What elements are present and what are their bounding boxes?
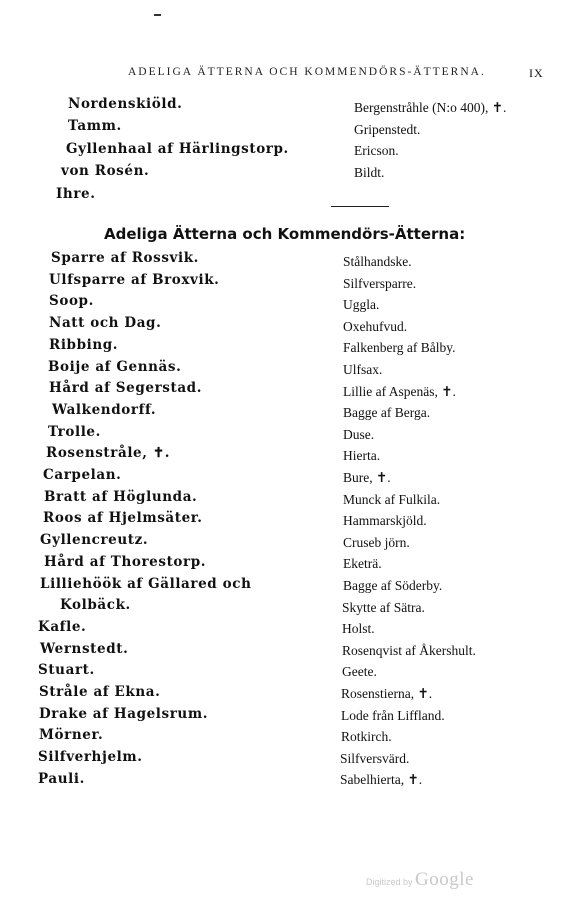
- noble-family-name: Lilliehöök af Gällared och: [40, 575, 252, 592]
- commander-family-name: Falkenberg af Bålby.: [343, 340, 456, 356]
- noble-family-name: Carpelan.: [43, 467, 122, 483]
- top-right-name: Gripenstedt.: [354, 121, 421, 137]
- noble-family-name: Roos af Hjelmsäter.: [43, 510, 203, 527]
- noble-family-name: Sparre af Rossvik.: [51, 250, 199, 266]
- commander-family-name: Oxehufvud.: [343, 318, 408, 334]
- commander-family-name: Munck af Fulkila.: [343, 491, 441, 507]
- noble-family-name: Walkendorff.: [52, 401, 157, 418]
- noble-family-name: Mörner.: [39, 727, 104, 744]
- running-header: ADELIGA ÄTTERNA OCH KOMMENDÖRS-ÄTTERNA.: [128, 66, 486, 78]
- top-left-name: Gyllenhaal af Härlingstorp.: [66, 140, 289, 157]
- watermark-prefix: Digitized by: [366, 877, 413, 887]
- top-left-name: Ihre.: [56, 185, 96, 202]
- commander-family-name: Lode från Liffland.: [341, 707, 445, 723]
- commander-family-name: Sabelhierta, ✝.: [340, 772, 423, 788]
- top-right-name: Bildt.: [354, 164, 385, 180]
- page-number: IX: [529, 66, 544, 80]
- commander-family-name: Bure, ✝.: [343, 470, 391, 485]
- noble-family-name: Silfverhjelm.: [38, 749, 143, 766]
- commander-family-name: Duse.: [343, 426, 375, 442]
- commander-family-name: Stålhandske.: [343, 254, 412, 269]
- noble-family-name: Wernstedt.: [40, 640, 129, 657]
- watermark-brand: Google: [415, 869, 474, 890]
- commander-family-name: Hierta.: [343, 448, 381, 464]
- commander-family-name: Eketrä.: [343, 556, 382, 572]
- commander-family-name: Bagge af Söderby.: [343, 578, 443, 593]
- google-watermark: [366, 869, 474, 891]
- noble-family-name: Kolbäck.: [60, 597, 131, 614]
- commander-family-name: Silfversparre.: [343, 275, 417, 291]
- commander-family-name: Rosenqvist af Åkershult.: [342, 642, 476, 658]
- noble-family-name: Ribbing.: [49, 336, 119, 353]
- noble-family-name: Pauli.: [38, 770, 85, 787]
- commander-family-name: Hammarskjöld.: [343, 513, 427, 529]
- noble-family-name: Drake af Hagelsrum.: [39, 705, 209, 722]
- noble-family-name: Kafle.: [38, 618, 87, 635]
- noble-family-name: Stuart.: [38, 662, 95, 679]
- noble-family-name: Trolle.: [48, 423, 101, 440]
- commander-family-name: Rosenstierna, ✝.: [341, 686, 433, 701]
- top-right-name: Ericson.: [354, 143, 399, 158]
- top-left-name: Nordenskiöld.: [68, 96, 183, 112]
- noble-family-name: Stråle af Ekna.: [39, 684, 161, 700]
- commander-family-name: Lillie af Aspenäs, ✝.: [343, 383, 456, 399]
- stray-mark: [154, 14, 161, 16]
- noble-family-name: Hård af Thorestorp.: [44, 553, 207, 570]
- top-left-name: Tamm.: [68, 118, 122, 135]
- noble-family-name: Boije af Gennäs.: [48, 358, 182, 375]
- commander-family-name: Geete.: [342, 664, 377, 680]
- commander-family-name: Skytte af Sätra.: [342, 599, 425, 615]
- commander-family-name: Bagge af Berga.: [343, 405, 431, 421]
- top-right-name: Bergenstråhle (N:o 400), ✝.: [354, 100, 507, 115]
- noble-family-name: Bratt af Höglunda.: [44, 488, 198, 505]
- commander-family-name: Rotkirch.: [341, 729, 392, 745]
- noble-family-name: Hård af Segerstad.: [49, 380, 203, 397]
- noble-family-name: Rosenstråle, ✝.: [46, 445, 171, 462]
- noble-family-name: Soop.: [49, 293, 94, 310]
- commander-family-name: Uggla.: [343, 297, 380, 313]
- noble-family-name: Gyllencreutz.: [40, 532, 149, 549]
- section-heading: Adeliga Ätterna och Kommendörs-Ätterna:: [104, 225, 466, 243]
- commander-family-name: Silfversvärd.: [340, 750, 410, 766]
- top-left-name: von Rosén.: [61, 163, 150, 180]
- noble-family-name: Ulfsparre af Broxvik.: [49, 271, 220, 288]
- commander-family-name: Ulfsax.: [343, 362, 383, 377]
- section-divider: [331, 206, 389, 207]
- commander-family-name: Holst.: [342, 621, 375, 637]
- noble-family-name: Natt och Dag.: [49, 315, 162, 332]
- commander-family-name: Cruseb jörn.: [343, 534, 410, 550]
